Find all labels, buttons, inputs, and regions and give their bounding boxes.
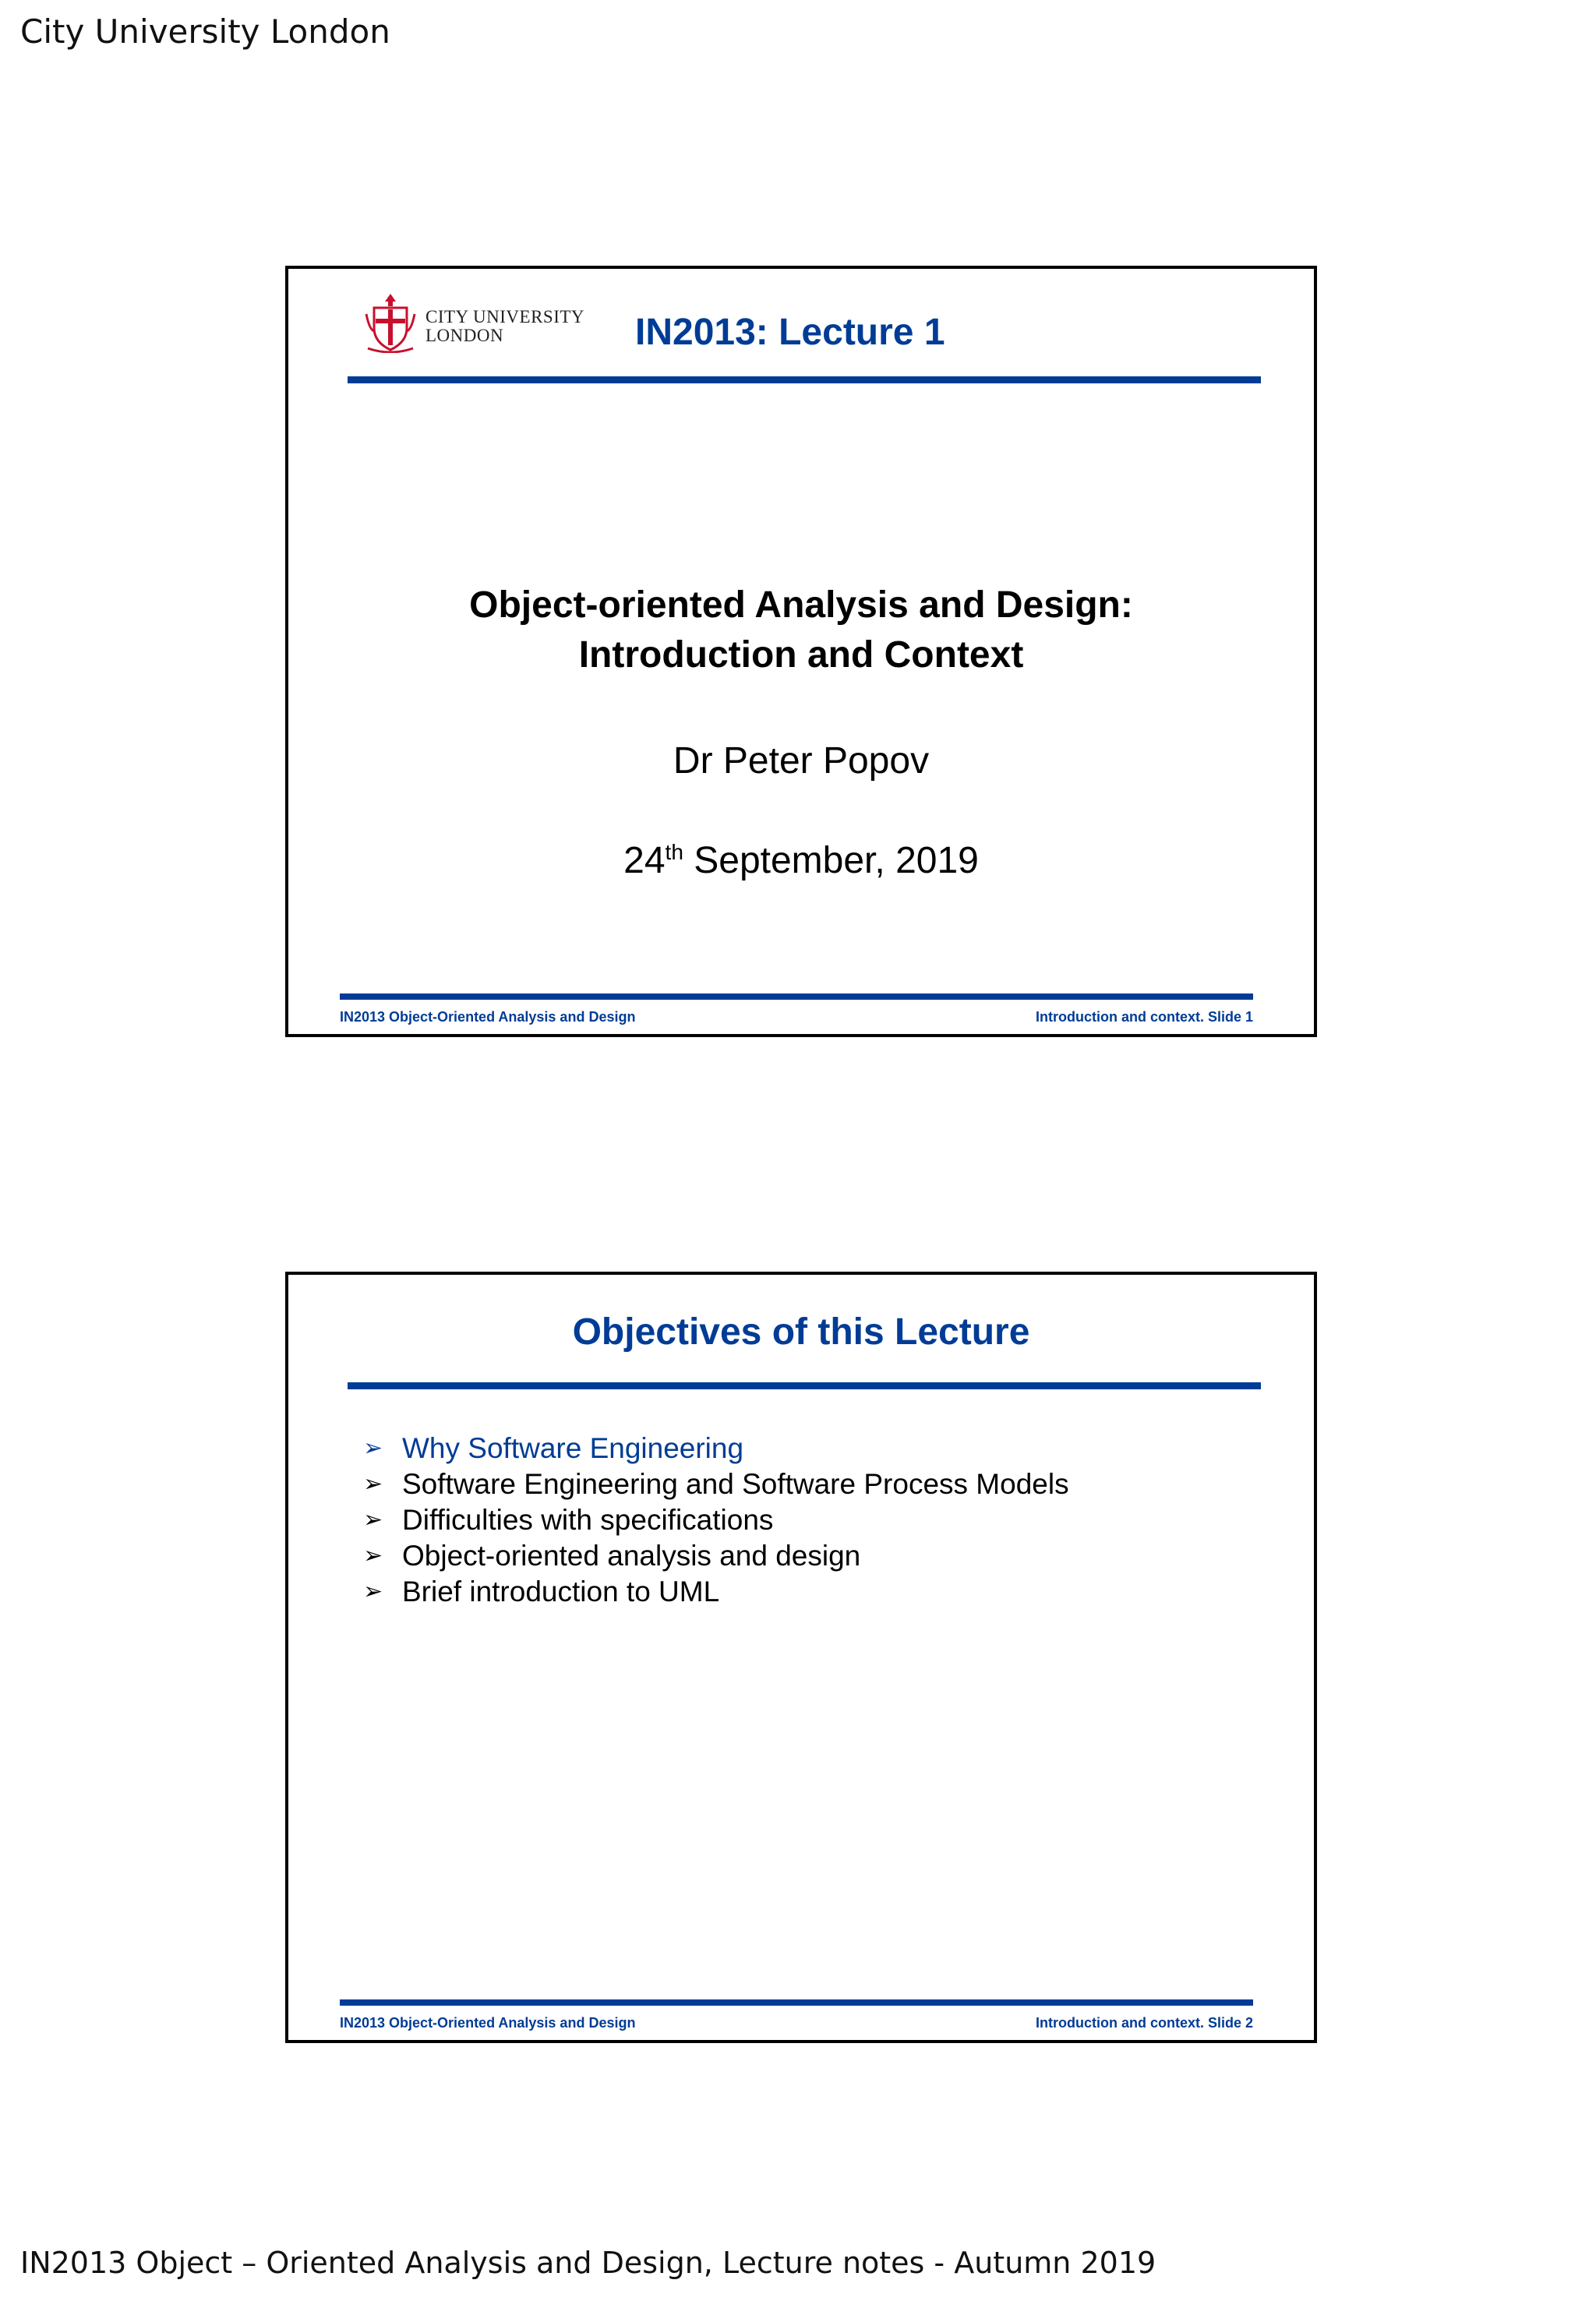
- list-item-text: Difficulties with specifications: [402, 1504, 774, 1536]
- date-rest: September, 2019: [683, 840, 979, 881]
- list-item: [363, 1431, 1069, 1466]
- bullet-arrow-icon: ➢: [363, 1543, 383, 1569]
- footer-rule: [340, 993, 1253, 1000]
- list-item: [363, 1574, 1069, 1610]
- slide-footer-right: Introduction and context. Slide 1: [1035, 1009, 1253, 1025]
- footer-rule: [340, 1999, 1253, 2006]
- bullet-arrow-icon: ➢: [363, 1435, 383, 1461]
- university-logo: [363, 291, 589, 353]
- title-rule: [348, 376, 1261, 383]
- list-item-text: Software Engineering and Software Process Models: [402, 1468, 1069, 1500]
- objectives-list: [363, 1431, 1069, 1610]
- date-day: 24: [623, 840, 666, 881]
- main-title-line2: Introduction and Context: [578, 634, 1024, 676]
- list-item-text: Object-oriented analysis and design: [402, 1540, 861, 1572]
- lecture-date: [288, 839, 1314, 882]
- slide-footer-right: Introduction and context. Slide 2: [1035, 2015, 1253, 2031]
- main-title: [288, 581, 1314, 680]
- list-item: [363, 1538, 1069, 1574]
- slide-footer-left: IN2013 Object-Oriented Analysis and Design: [340, 1009, 636, 1025]
- main-title-line1: Object-oriented Analysis and Design:: [469, 584, 1133, 626]
- author: Dr Peter Popov: [673, 740, 930, 782]
- logo-text: [425, 308, 584, 345]
- list-item: [363, 1466, 1069, 1502]
- bullet-arrow-icon: ➢: [363, 1507, 383, 1533]
- list-item-text: Why Software Engineering: [402, 1432, 744, 1464]
- title-rule: [348, 1382, 1261, 1389]
- page-header: City University London: [20, 12, 390, 51]
- slide-1: [285, 266, 1317, 1037]
- bullet-arrow-icon: ➢: [363, 1579, 383, 1604]
- logo-text-line2: LONDON: [425, 326, 504, 345]
- slide-title: Objectives of this Lecture: [572, 1311, 1030, 1353]
- slide-footer-left: IN2013 Object-Oriented Analysis and Design: [340, 2015, 636, 2031]
- list-item: [363, 1502, 1069, 1538]
- slide-2: [285, 1272, 1317, 2043]
- page-footer: IN2013 Object – Oriented Analysis and Design, Lecture notes - Autumn 2019: [20, 2246, 1156, 2280]
- date-suffix: th: [665, 840, 683, 864]
- slide-title: IN2013: Lecture 1: [635, 312, 945, 353]
- crest-icon: [363, 291, 418, 353]
- logo-text-line1: CITY UNIVERSITY: [425, 307, 585, 326]
- list-item-text: Brief introduction to UML: [402, 1576, 720, 1608]
- bullet-arrow-icon: ➢: [363, 1471, 383, 1497]
